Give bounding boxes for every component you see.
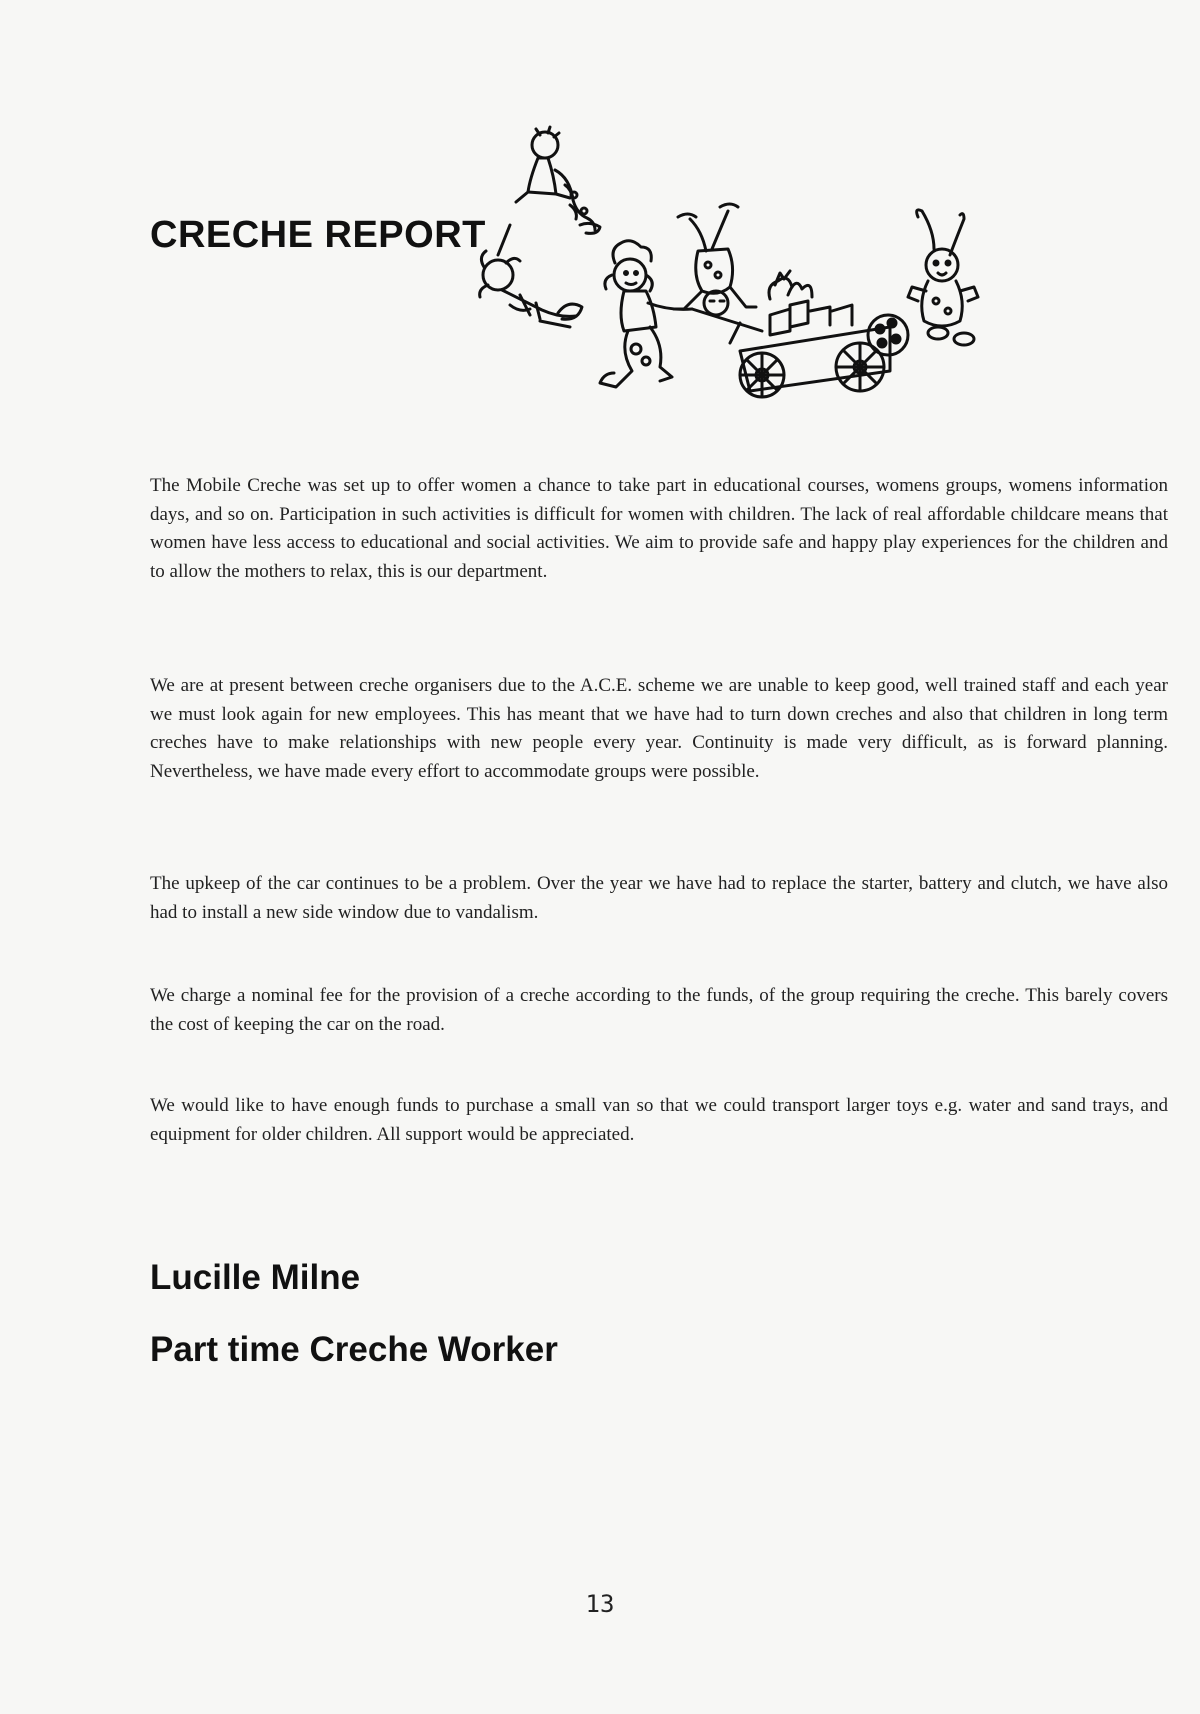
child-with-cart-icon xyxy=(600,241,762,387)
paragraph-5: We would like to have enough funds to purchase a small van so that we could transport larger toys e.g. water and sand trays, and equipment for older children. All support would be appreciated. xyxy=(150,1095,1168,1145)
paragraph-4: We charge a nominal fee for the provision of a creche according to the funds, of the group requiring the creche. This barely covers the cost of keeping the car on the road. xyxy=(150,985,1168,1035)
rabbit-toy-icon xyxy=(908,210,978,345)
children-playing-illustration-icon xyxy=(440,125,1070,445)
handstand-child-icon xyxy=(674,204,756,315)
paragraph-1: The Mobile Creche was set up to offer women a chance to take part in educational courses, womens groups, womens information days, and so on. Participation in such activities is difficult for women with children. The lack of real affordable childcare means that women have less access to educational and social activities. We aim to provide safe and happy play experiences for the children and to allow the mothers to relax, this is our department. xyxy=(150,475,1168,582)
page-title: CRECHE REPORT xyxy=(150,214,486,256)
signature-name: Lucille Milne xyxy=(150,1258,361,1297)
swinging-child-icon xyxy=(480,225,582,327)
paragraph-3: The upkeep of the car continues to be a problem. Over the year we have had to replace the starter, battery and clutch, we have also had to install a new side window due to vandalism. xyxy=(150,873,1168,923)
signature-role: Part time Creche Worker xyxy=(150,1330,558,1369)
page-number: 13 xyxy=(585,1590,615,1618)
sitting-child-icon xyxy=(516,127,600,233)
toy-cart-icon xyxy=(740,271,908,397)
paragraph-2: We are at present between creche organisers due to the A.C.E. scheme we are unable to keep good, well trained staff and each year we must look again for new employees. This has meant that we have had to turn down creches and also that children in long term creches have to make relationships with new people every year. Continuity is made very difficult, as is forward planning. Nevertheless, we have made every effort to accommodate groups were possible. xyxy=(150,675,1168,782)
